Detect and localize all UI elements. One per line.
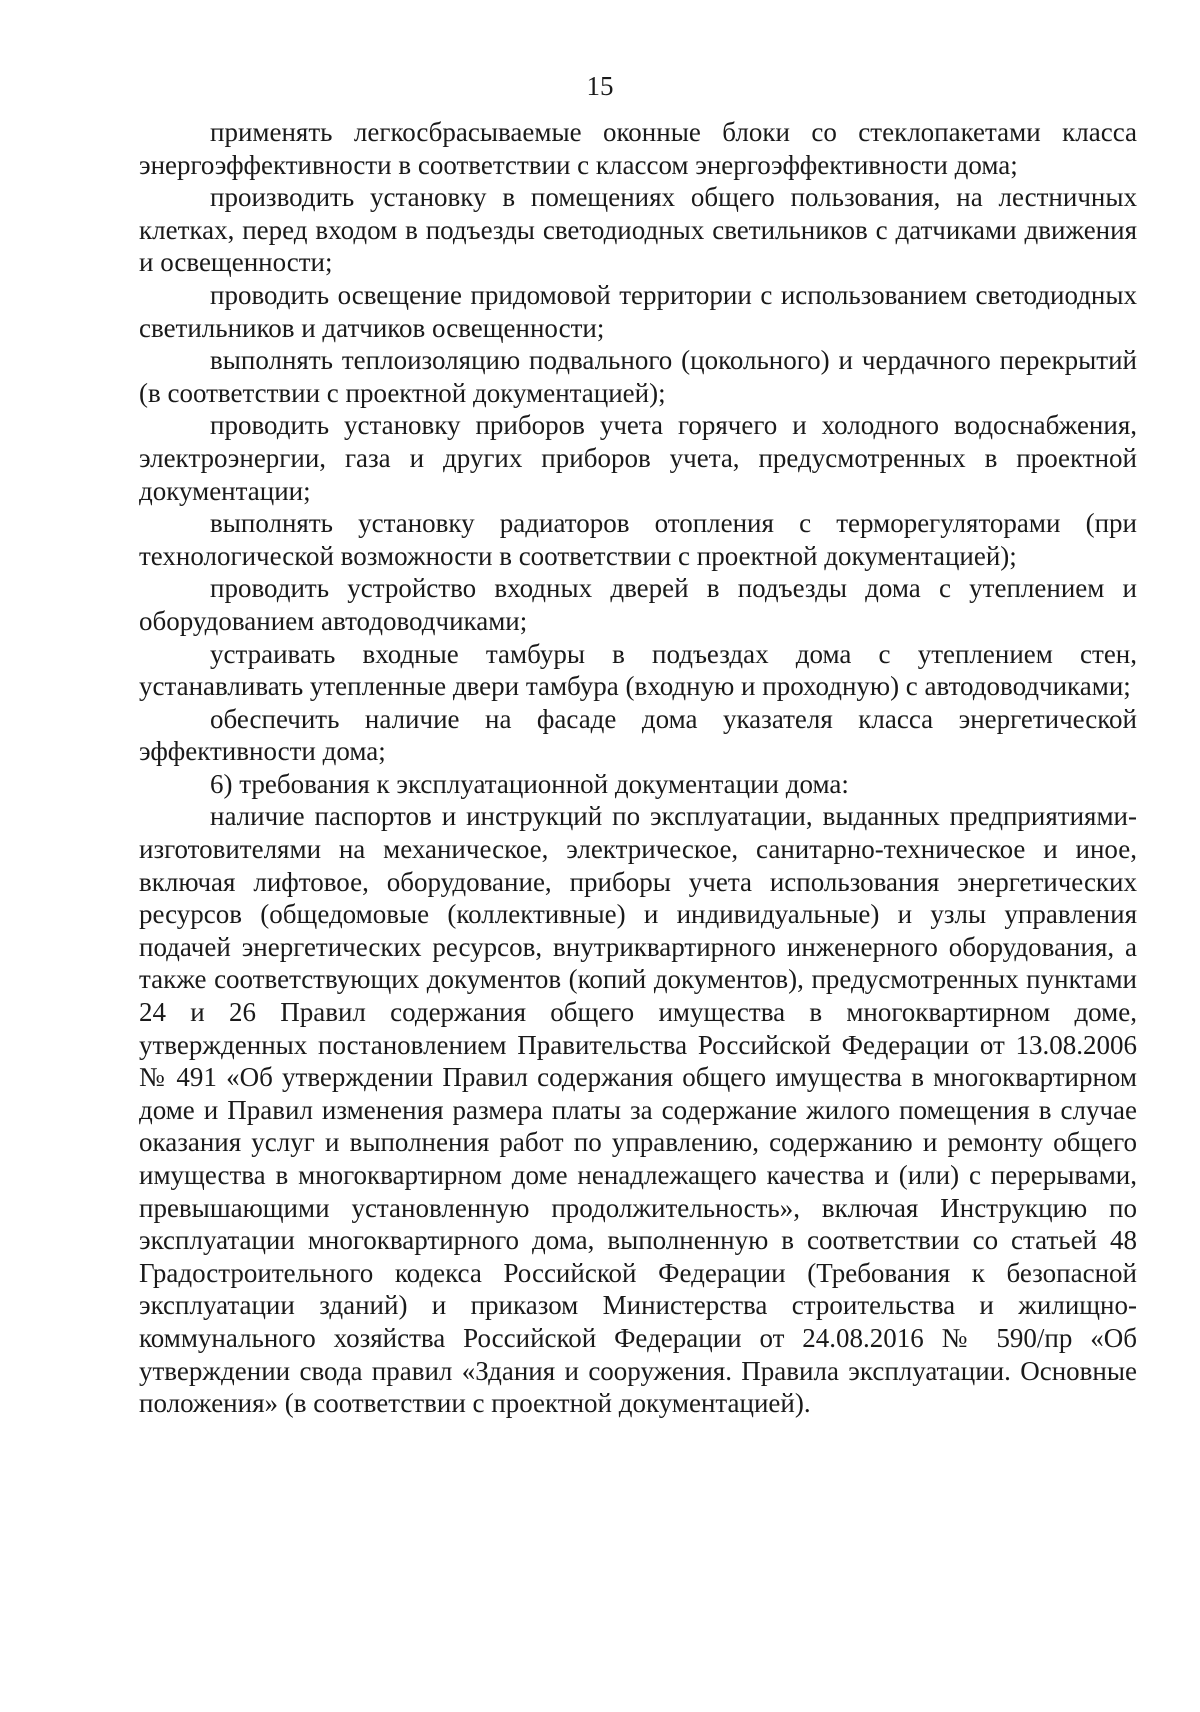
paragraph-vestibules: устраивать входные тамбуры в подъездах дома с утеплением стен, устанавливать утепленные двери тамбура (входную и проходную) с автодоводчиками; (139, 638, 1137, 702)
paragraph-insulation: выполнять теплоизоляцию подвального (цокольного) и чердачного перекрытий (в соответствии с проектной документацией); (139, 345, 1137, 408)
paragraph-documentation: наличие паспортов и инструкций по эксплуатации, выданных предприятиями-изготовителями на механическое, электрическое, санитарно-техническое и иное, включая лифтовое, оборудование, приборы учета использования энергетических ресурсов (общедомовые (коллективные) и индивидуальные) и узлы управления подачей энергетических ресурсов, внутриквартирного инженерного оборудования, а также соответствующих документов (копий документов), предусмотренных пунктами 24 и 26 Правил содержания общего имущества в многоквартирном доме, утвержденных постановлением Правительства Российской Федерации от 13.08.2006 № 491 «Об утверждении Правил содержания общего имущества в многоквартирном доме и Правил изменения размера платы за содержание жилого помещения в случае оказания услуг и выполнения работ по управлению, содержанию и ремонту общего имущества в многоквартирном доме ненадлежащего качества и (или) с перерывами, превышающими установленную продолжительность», включая Инструкцию по эксплуатации многоквартирного дома, выполненную в соответствии со статьей 48 Градостроительного кодекса Российской Федерации (Требования к безопасной эксплуатации зданий) и приказом Министерства строительства и жилищно-коммунального хозяйства Российской Федерации от 24.08.2016 № 590/пр «Об утверждении свода правил «Здания и сооружения. Правила эксплуатации. Основные положения» (в соответствии с проектной документацией). (139, 801, 1137, 1419)
paragraph-energy-class-sign: обеспечить наличие на фасаде дома указателя класса энергетической эффективности дома; (139, 703, 1137, 767)
paragraph-lighting-territory: проводить освещение придомовой территории с использованием светодиодных светильников и датчиков освещенности; (139, 279, 1137, 343)
paragraph-section-6-heading: 6) требования к эксплуатационной документации дома: (210, 768, 849, 799)
page-number: 15 (586, 71, 614, 101)
paragraph-meters: проводить установку приборов учета горячего и холодного водоснабжения, электроэнергии, газа и других приборов учета, предусмотренных в проектной документации; (139, 410, 1137, 506)
paragraph-radiators: выполнять установку радиаторов отопления с терморегуляторами (при технологической возможности в соответствии с проектной документацией); (139, 508, 1137, 571)
document-body (139, 116, 1137, 1420)
paragraph-windows: применять легкосбрасываемые оконные блоки со стеклопакетами класса энергоэффективности в соответствии с классом энергоэффективности дома; (139, 117, 1137, 180)
paragraph-lighting-common-areas: производить установку в помещениях общего пользования, на лестничных клетках, перед входом в подъезды светодиодных светильников с датчиками движения и освещенности; (139, 182, 1137, 278)
paragraph-entrance-doors: проводить устройство входных дверей в подъезды дома с утеплением и оборудованием автодоводчиками; (139, 573, 1137, 636)
